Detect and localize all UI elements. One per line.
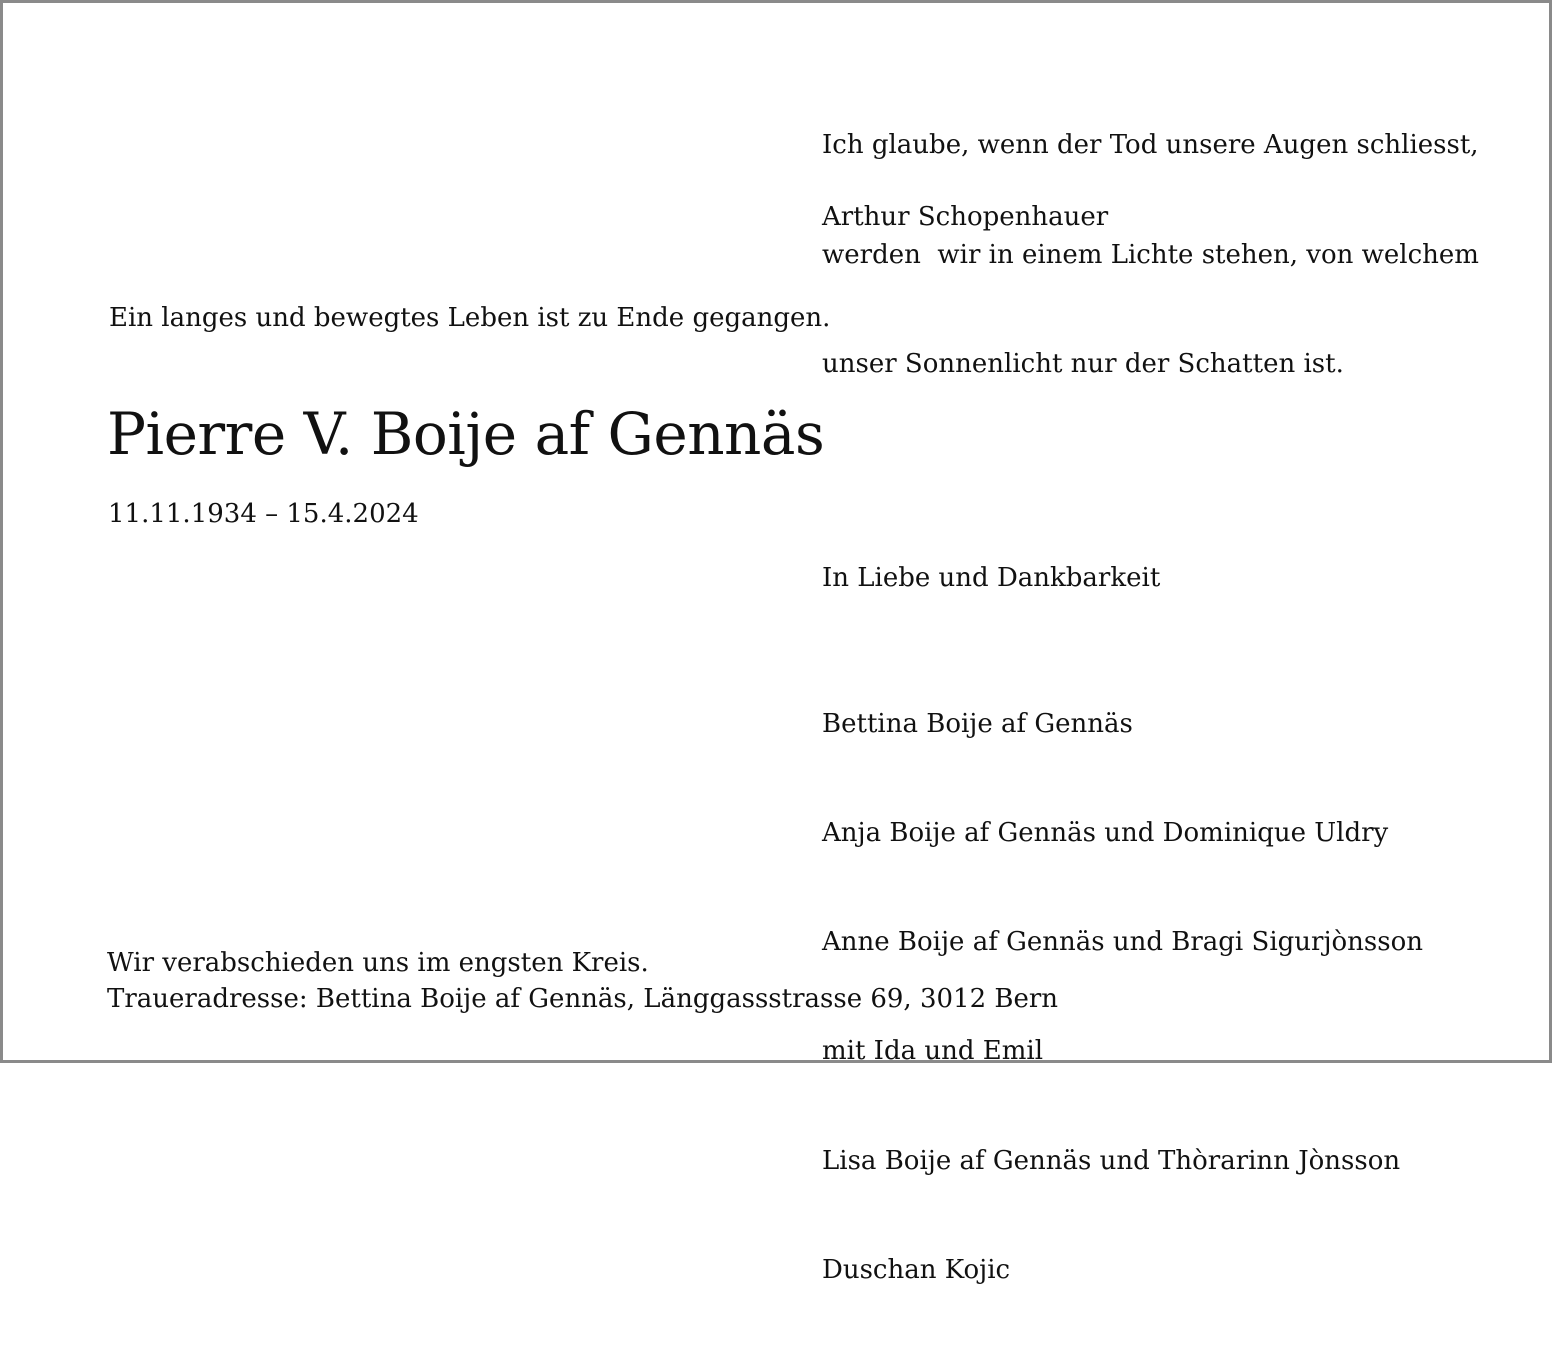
intro-sentence: Ein langes und bewegtes Leben ist zu Ende gegangen. <box>109 303 831 333</box>
farewell-note: Wir verabschieden uns im engsten Kreis. <box>107 948 649 978</box>
quote-author: Arthur Schopenhauer <box>822 202 1109 232</box>
mourner-line: Lisa Boije af Gennäs und Thòrarinn Jònsson <box>822 1145 1401 1176</box>
mourner-line: Anne Boije af Gennäs und Bragi Sigurjònsson <box>822 927 1423 958</box>
quote-line: werden wir in einem Lichte stehen, von welchem <box>822 239 1479 270</box>
mourner-line: Bettina Boije af Gennäs <box>822 708 1133 739</box>
life-dates: 11.11.1934 – 15.4.2024 <box>108 499 419 529</box>
mourners-heading: In Liebe und Dankbarkeit <box>822 563 1161 593</box>
mourning-address: Traueradresse: Bettina Boije af Gennäs, Länggassstrasse 69, 3012 Bern <box>107 984 1059 1014</box>
quote-line: Ich glaube, wenn der Tod unsere Augen schliesst, <box>822 130 1479 160</box>
mourner-line: Anja Boije af Gennäs und Dominique Uldry <box>822 818 1389 849</box>
quote-line: unser Sonnenlicht nur der Schatten ist. <box>822 349 1344 379</box>
mourner-line: mit Ida und Emil <box>822 1036 1044 1067</box>
quote-text <box>822 54 1479 456</box>
mourner-line: Duschan Kojic <box>822 1254 1011 1285</box>
deceased-name: Pierre V. Boije af Gennäs <box>107 400 825 468</box>
